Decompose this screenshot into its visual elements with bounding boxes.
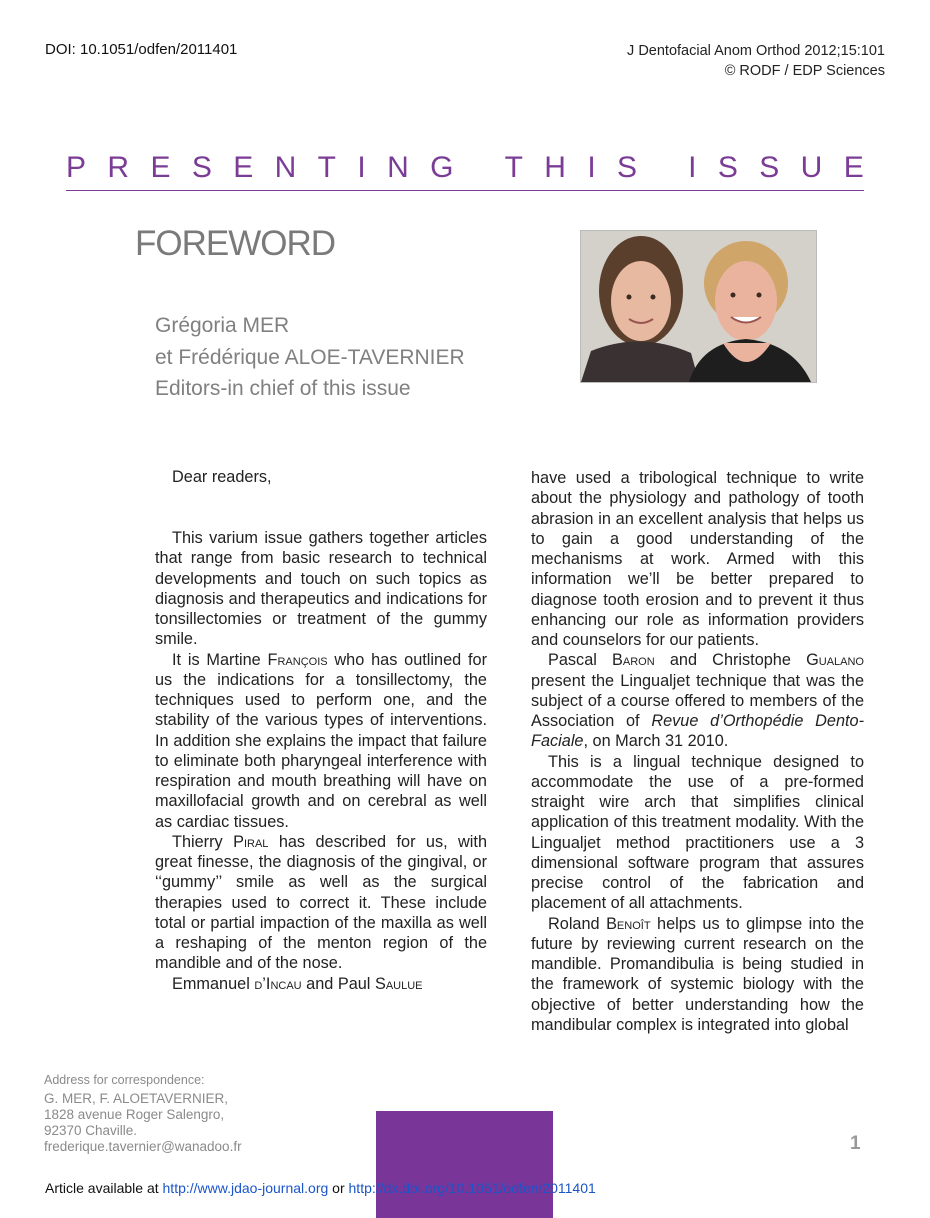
author-name: Benoît — [606, 914, 651, 933]
paragraph-7 — [531, 914, 864, 1036]
journal-citation — [627, 41, 885, 81]
page-title: FOREWORD — [135, 224, 336, 263]
section-letter: N — [387, 151, 409, 184]
journal-link[interactable]: http://www.jdao-journal.org — [162, 1180, 329, 1196]
author-name: Saulue — [374, 974, 423, 993]
author-name: Piral — [233, 832, 269, 851]
author-line-1: Grégoria MER — [155, 314, 290, 337]
section-letter: E — [843, 151, 864, 184]
address-block — [44, 1091, 242, 1155]
section-letter: E — [150, 151, 171, 184]
section-letter: S — [617, 151, 638, 184]
section-heading — [66, 151, 864, 185]
section-rule — [66, 190, 864, 191]
paragraph-text: and Christophe — [654, 651, 807, 670]
section-letter: E — [233, 151, 254, 184]
doi-link[interactable]: http://dx.doi.org/10.1051/odfen/2011401 — [348, 1180, 596, 1196]
section-letter: G — [430, 151, 454, 184]
greeting: Dear readers, — [172, 468, 272, 486]
paragraph-5 — [531, 650, 864, 751]
paragraph-text: Pascal — [548, 651, 613, 670]
paragraph-text: helps us to glimpse into the future by reviewing current research on the mandible. Promandibulia is being studied in the framework of systemic biology with the objective of better understanding how the mandibular complex is integrated into global — [531, 914, 864, 1034]
section-letter: I — [688, 151, 697, 184]
journal-line: J Dentofacial Anom Orthod 2012;15:101 — [627, 43, 885, 59]
section-letter: H — [544, 151, 566, 184]
author-name: François — [267, 650, 328, 669]
paragraph-text: Emmanuel — [172, 974, 255, 993]
paragraph-1: This varium issue gathers together articles that range from basic research to technical developments and touch on such topics as diagnosis and therapeutics and indications for tonsillectomies or treatment of the gummy smile. — [155, 529, 487, 649]
section-letter: N — [274, 151, 297, 184]
author-name: d’Incau — [254, 974, 302, 993]
page-number: 1 — [850, 1133, 861, 1154]
author-block — [155, 310, 465, 405]
email-line: frederique.tavernier@wanadoo.fr — [44, 1139, 242, 1154]
footer-color-block — [376, 1111, 553, 1218]
body-column-right — [531, 468, 864, 1035]
section-letter: I — [587, 151, 596, 184]
section-letter: U — [800, 151, 823, 184]
section-letter: S — [717, 151, 738, 184]
paragraph-6: This is a lingual technique designed to accommodate the use of a pre-formed straight wire arch that simplifies clinical application of this treatment modality. With the Lingualjet method practitioners use a 3 dimensional software program that assures precise control of the fabrication and placement of all attachments. — [531, 752, 864, 913]
address-line: 92370 Chaville. — [44, 1123, 138, 1138]
paragraph-text: who has outlined for us the indications for a tonsillectomy, the techniques used to perform one, and the stability of the various types of interventions. In addition she explains the impact that failure to eliminate both pharyngeal interference with respiration and mouth breathing will have on maxillofacial growth and on cerebral as well as cardiac tissues. — [155, 650, 487, 831]
section-letter: P — [66, 151, 87, 184]
section-letter-space — [658, 151, 666, 185]
section-letter: S — [759, 151, 780, 184]
journal-name: Revue d’Orthopédie Dento-Faciale — [531, 712, 864, 751]
editors-photo — [580, 230, 817, 383]
section-letter: T — [317, 151, 336, 184]
author-name: Baron — [612, 651, 655, 670]
author-name: Gualano — [806, 651, 864, 670]
paragraph-text: It is Martine — [172, 650, 268, 669]
or-text: or — [328, 1180, 349, 1196]
copyright-line: © RODF / EDP Sciences — [724, 63, 885, 79]
address-line: 1828 avenue Roger Salengro, — [44, 1107, 225, 1122]
paragraph-text: present the Lingualjet technique that was the subject of a course offered to members of the Association of — [531, 671, 864, 730]
paragraph-text: Roland — [548, 914, 607, 933]
section-letter: S — [191, 151, 212, 184]
paragraph-4-continued: have used a tribological technique to write about the physiology and pathology of tooth abrasion in an excellent analysis that helps us to gain a good understanding of the mechanisms at work. Armed with this information we’ll be better prepared to diagnose tooth erosion and to prevent it thus enhancing our role as information providers and counselors for our patients. — [531, 469, 864, 649]
paragraph-4 — [155, 974, 487, 994]
paragraph-2 — [155, 650, 487, 832]
address-label: Address for correspondence: — [44, 1073, 205, 1087]
doi-text: DOI: 10.1051/odfen/2011401 — [45, 41, 238, 58]
address-line: G. MER, F. ALOETAVERNIER, — [44, 1091, 229, 1106]
paragraph-3 — [155, 832, 487, 974]
paragraph-text: Thierry — [172, 832, 234, 851]
availability-line — [45, 1180, 596, 1196]
body-column-left — [155, 528, 487, 994]
section-letter: T — [504, 151, 523, 184]
author-line-2: et Frédérique ALOE-TAVERNIER — [155, 345, 465, 369]
availability-prefix: Article available at — [45, 1180, 163, 1196]
author-role: Editors-in chief of this issue — [155, 377, 411, 400]
section-letter: I — [357, 151, 366, 184]
section-letter-space — [475, 151, 483, 185]
paragraph-text: has described for us, with great finesse, the diagnosis of the gingival, or ‘‘gummy’’ smile as well as the surgical therapies used to correct it. These include total or partial impaction of the maxilla as well a reshaping of the menton region of the mandible and of the nose. — [155, 832, 487, 973]
paragraph-text: , on March 31 2010. — [583, 732, 729, 751]
paragraph-text: and Paul — [301, 974, 375, 993]
section-letter: R — [107, 151, 130, 184]
